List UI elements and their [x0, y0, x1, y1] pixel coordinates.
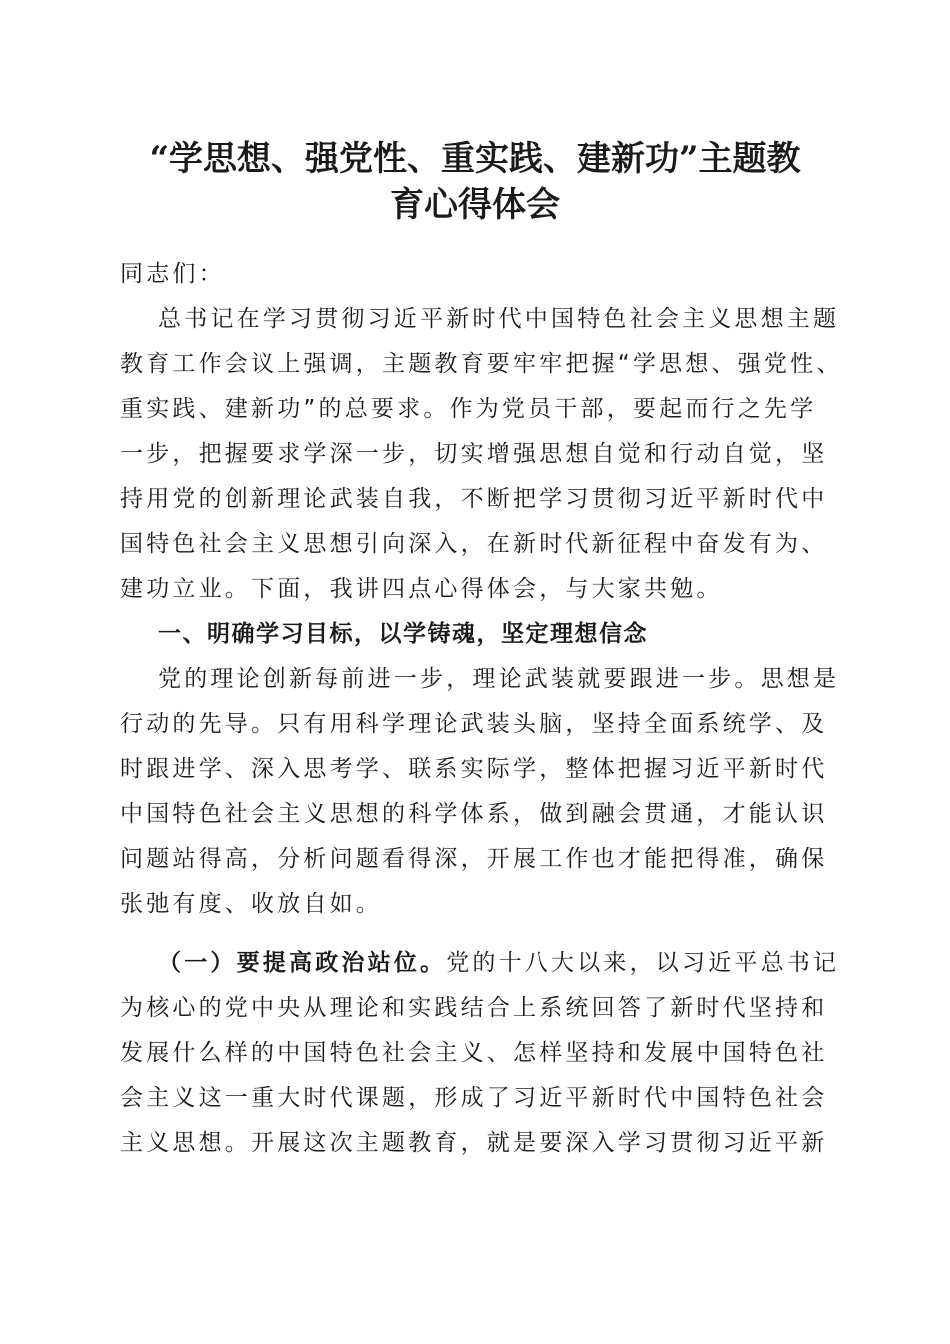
- paragraph-line: 时跟进学、深入思考学、联系实际学，整体把握习近平新时代: [120, 756, 828, 782]
- paragraph-line: 一步，把握要求学深一步，切实增强思想自觉和行动自觉，坚: [120, 441, 828, 467]
- paragraph-line: 问题站得高，分析问题看得深，开展工作也才能把得准，确保: [120, 846, 828, 872]
- title-line-1: “学思想、强党性、重实践、建新功”主题教: [149, 139, 801, 179]
- paragraph-line: 发展什么样的中国特色社会主义、怎样坚持和发展中国特色社: [120, 1040, 828, 1066]
- paragraph-line: 会主义这一重大时代课题，形成了习近平新时代中国特色社会: [120, 1085, 828, 1111]
- intro-paragraph: [120, 297, 843, 612]
- paragraph-line: 为核心的党中央从理论和实践结合上系统回答了新时代坚持和: [120, 995, 828, 1021]
- document-body: [120, 252, 843, 1166]
- paragraph-line: 国特色社会主义思想引向深入，在新时代新征程中奋发有为、: [120, 531, 828, 557]
- paragraph-spacer: [120, 927, 840, 941]
- paragraph-line: 重实践、建新功”的总要求。作为党员干部，要起而行之先学: [120, 396, 817, 422]
- salutation: 同志们：: [120, 261, 225, 287]
- document-title: [100, 136, 850, 228]
- title-line-2: 育心得体会: [390, 185, 560, 225]
- paragraph-line: 党的理论创新每前进一步，理论武装就要跟进一步。思想是: [158, 666, 840, 692]
- paragraph-line: [120, 941, 840, 986]
- paragraph-line: 教育工作会议上强调，主题教育要牢牢把握“学思想、强党性、: [120, 351, 843, 377]
- paragraph-line: 中国特色社会主义思想的科学体系，做到融会贯通，才能认识: [120, 801, 828, 827]
- section-heading-1: 一、明确学习目标，以学铸魂，坚定理想信念: [158, 621, 648, 647]
- subsection-heading-1: （一）要提高政治站位。: [158, 950, 447, 976]
- paragraph-line: 建功立业。下面，我讲四点心得体会，与大家共勉。: [120, 576, 723, 602]
- paragraph-line: 持用党的创新理论武装自我，不断把学习贯彻习近平新时代中: [120, 486, 828, 512]
- paragraph-line: 主义思想。开展这次主题教育，就是要深入学习贯彻习近平新: [120, 1130, 828, 1156]
- paragraph-line: 总书记在学习贯彻习近平新时代中国特色社会主义思想主题: [158, 306, 840, 332]
- subsection-first-line-text: 党的十八大以来，以习近平总书记: [446, 950, 840, 976]
- section-1-paragraph: [120, 657, 840, 927]
- subsection-1-paragraph: [120, 941, 840, 1166]
- paragraph-line: 行动的先导。只有用科学理论武装头脑，坚持全面系统学、及: [120, 711, 828, 737]
- paragraph-line: 张弛有度、收放自如。: [120, 891, 382, 917]
